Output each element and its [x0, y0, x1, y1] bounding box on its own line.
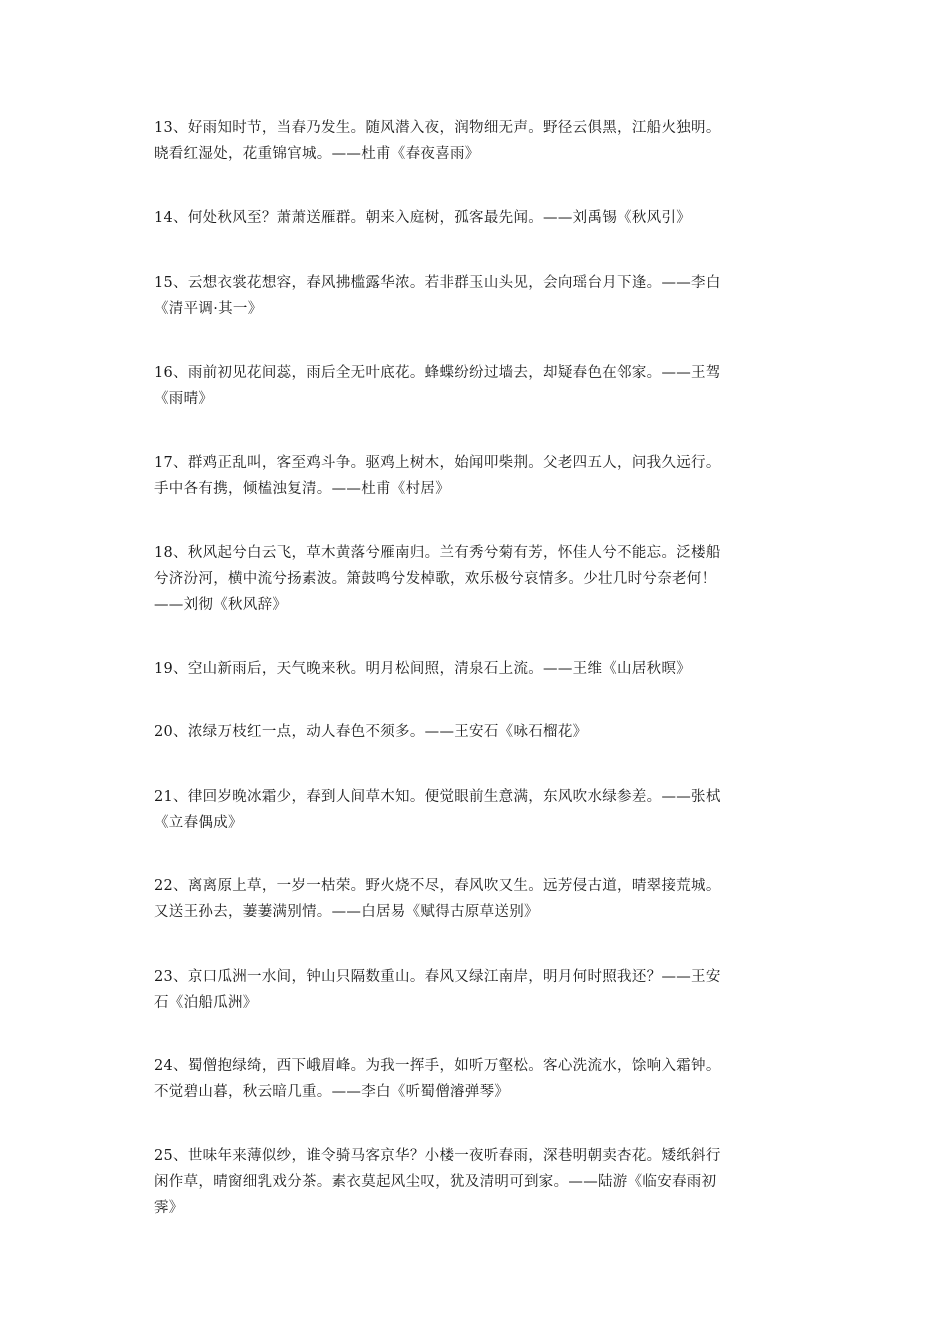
poem-line: 17、群鸡正乱叫，客至鸡斗争。驱鸡上树木，始闻叩柴荆。父老四五人，问我久远行。 — [154, 455, 721, 471]
poem-line: 19、空山新雨后，天气晚来秋。明月松间照，清泉石上流。——王维《山居秋暝》 — [154, 661, 692, 677]
poem-line: 24、蜀僧抱绿绮，西下峨眉峰。为我一挥手，如听万壑松。客心洗流水，馀响入霜钟。 — [154, 1058, 721, 1074]
poem-entry-16 — [154, 360, 804, 412]
poem-entry-25 — [154, 1143, 804, 1221]
poem-line: 《清平调·其一》 — [154, 301, 263, 317]
poem-line: 手中各有携，倾榼浊复清。——杜甫《村居》 — [154, 481, 450, 497]
poem-line: 25、世味年来薄似纱，谁令骑马客京华？小楼一夜听春雨，深巷明朝卖杏花。矮纸斜行 — [154, 1148, 721, 1164]
poem-line: 晓看红湿处，花重锦官城。——杜甫《春夜喜雨》 — [154, 146, 480, 162]
poem-line: 23、京口瓜洲一水间，钟山只隔数重山。春风又绿江南岸，明月何时照我还？——王安 — [154, 969, 721, 985]
poem-entry-15 — [154, 270, 804, 322]
poem-entry-22 — [154, 873, 804, 925]
poem-entry-23 — [154, 964, 804, 1016]
poem-line: 16、雨前初见花间蕊，雨后全无叶底花。蜂蝶纷纷过墙去，却疑春色在邻家。——王驾 — [154, 365, 721, 381]
poem-line: 21、律回岁晚冰霜少，春到人间草木知。便觉眼前生意满，东风吹水绿参差。——张栻 — [154, 789, 721, 805]
poem-line: ——刘彻《秋风辞》 — [154, 597, 288, 613]
poem-line: 霁》 — [154, 1200, 184, 1216]
poem-entry-21 — [154, 784, 804, 836]
poem-entry-17 — [154, 450, 804, 502]
poem-line: 不觉碧山暮，秋云暗几重。——李白《听蜀僧濬弹琴》 — [154, 1084, 510, 1100]
poem-line: 18、秋风起兮白云飞，草木黄落兮雁南归。兰有秀兮菊有芳，怀佳人兮不能忘。泛楼船 — [154, 545, 721, 561]
poem-line: 14、何处秋风至？萧萧送雁群。朝来入庭树，孤客最先闻。——刘禹锡《秋风引》 — [154, 210, 692, 226]
poem-entry-18 — [154, 540, 804, 618]
poem-line: 《立春偶成》 — [154, 815, 243, 831]
poem-line: 兮济汾河，横中流兮扬素波。箫鼓鸣兮发棹歌，欢乐极兮哀情多。少壮几时兮奈老何！ — [154, 571, 717, 587]
poem-entry-13 — [154, 115, 804, 167]
poem-line: 石《泊船瓜洲》 — [154, 995, 258, 1011]
poem-line: 又送王孙去，萋萋满别情。——白居易《赋得古原草送别》 — [154, 904, 539, 920]
poem-entry-14 — [154, 205, 804, 231]
poem-entry-19 — [154, 656, 804, 682]
poem-line: 《雨晴》 — [154, 391, 214, 407]
poem-line: 22、离离原上草，一岁一枯荣。野火烧不尽，春风吹又生。远芳侵古道，晴翠接荒城。 — [154, 878, 721, 894]
poem-line: 闲作草，晴窗细乳戏分茶。素衣莫起风尘叹，犹及清明可到家。——陆游《临安春雨初 — [154, 1174, 717, 1190]
poem-entry-24 — [154, 1053, 804, 1105]
poem-line: 13、好雨知时节，当春乃发生。随风潜入夜，润物细无声。野径云俱黑，江船火独明。 — [154, 120, 721, 136]
poem-line: 20、浓绿万枝红一点，动人春色不须多。——王安石《咏石榴花》 — [154, 724, 588, 740]
poem-line: 15、云想衣裳花想容，春风拂槛露华浓。若非群玉山头见，会向瑶台月下逢。——李白 — [154, 275, 721, 291]
poem-entry-20 — [154, 719, 804, 745]
